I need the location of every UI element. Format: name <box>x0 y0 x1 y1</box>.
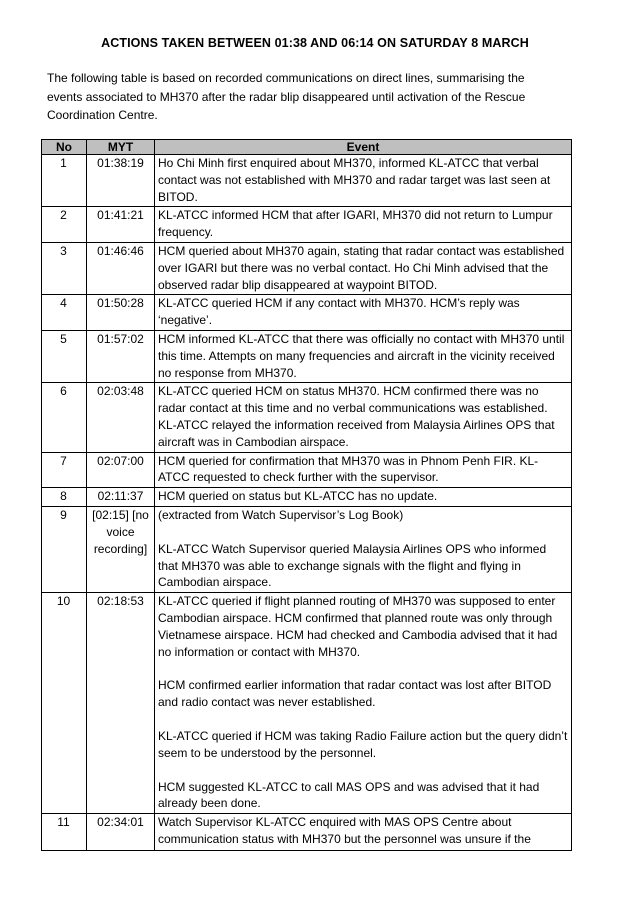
row-time: 02:03:48 <box>87 383 155 452</box>
table-row <box>42 593 572 814</box>
row-event <box>155 207 572 243</box>
row-time: 01:38:19 <box>87 155 155 207</box>
event-paragraph: KL-ATCC queried if HCM was taking Radio Failure action but the query didn’t seem to be understood by the personnel. <box>158 728 568 760</box>
row-event <box>155 383 572 452</box>
events-table <box>41 139 572 851</box>
event-paragraph: (extracted from Watch Supervisor’s Log Book) <box>158 507 404 522</box>
row-event <box>155 155 572 207</box>
page-title: ACTIONS TAKEN BETWEEN 01:38 AND 06:14 ON SATURDAY 8 MARCH <box>101 36 529 50</box>
event-paragraph: Ho Chi Minh first enquired about MH370, informed KL-ATCC that verbal contact was not established with MH370 and radar target was last seen at BITOD. <box>158 156 551 204</box>
row-number: 7 <box>42 452 87 488</box>
row-event <box>155 295 572 331</box>
row-event <box>155 506 572 592</box>
event-paragraph: HCM informed KL-ATCC that there was officially no contact with MH370 until this time. Attempts on many frequencies and aircraft in the vicinity received no response from MH370. <box>158 331 565 380</box>
intro-paragraph: The following table is based on recorded communications on direct lines, summarising the events associated to MH370 after the radar blip disappeared until activation of the Rescue Coordination Centre. <box>47 71 526 122</box>
table-row <box>42 207 572 243</box>
event-paragraph: HCM queried for confirmation that MH370 was in Phnom Penh FIR. KL-ATCC requested to check further with the supervisor. <box>158 453 539 485</box>
header-no: No <box>42 140 87 155</box>
table-row <box>42 506 572 592</box>
row-time: 01:57:02 <box>87 330 155 382</box>
event-paragraph: HCM confirmed earlier information that radar contact was lost after BITOD and radio contact was never established. <box>158 678 552 710</box>
table-row <box>42 295 572 331</box>
row-number: 2 <box>42 207 87 243</box>
table-row <box>42 242 572 294</box>
row-event <box>155 488 572 507</box>
table-row <box>42 488 572 507</box>
row-number: 11 <box>42 814 87 851</box>
row-number: 5 <box>42 330 87 382</box>
row-number: 10 <box>42 593 87 814</box>
table-row <box>42 330 572 382</box>
event-paragraph: KL-ATCC informed HCM that after IGARI, MH370 did not return to Lumpur frequency. <box>158 208 553 240</box>
event-paragraph: HCM suggested KL-ATCC to call MAS OPS and was advised that it had already been done. <box>158 779 540 811</box>
row-number: 9 <box>42 506 87 592</box>
row-time: 02:18:53 <box>87 593 155 814</box>
row-number: 1 <box>42 155 87 207</box>
table-row <box>42 155 572 207</box>
row-time: 01:50:28 <box>87 295 155 331</box>
header-event: Event <box>155 140 572 155</box>
table-row <box>42 452 572 488</box>
row-time: 01:41:21 <box>87 207 155 243</box>
row-time: 02:07:00 <box>87 452 155 488</box>
event-paragraph: KL-ATCC Watch Supervisor queried Malaysia Airlines OPS who informed that MH370 was able to exchange signals with the flight and flying in Cambodian airspace. <box>158 541 547 590</box>
table-row <box>42 383 572 452</box>
row-number: 8 <box>42 488 87 507</box>
row-number: 6 <box>42 383 87 452</box>
event-paragraph: HCM queried on status but KL-ATCC has no update. <box>158 489 438 504</box>
row-event <box>155 593 572 814</box>
table-row <box>42 814 572 851</box>
header-myt: MYT <box>87 140 155 155</box>
row-event <box>155 814 572 851</box>
row-time: [02:15] [no voice recording] <box>87 506 155 592</box>
row-number: 4 <box>42 295 87 331</box>
table-header-row <box>42 140 572 155</box>
row-time: 02:11:37 <box>87 488 155 507</box>
event-paragraph: KL-ATCC queried if flight planned routing of MH370 was supposed to enter Cambodian airspace. HCM confirmed that planned route was only through Vietnamese airspace. HCM had checked and Cambodia advised that it had no information or contact with MH370. <box>158 594 558 659</box>
row-time: 01:46:46 <box>87 242 155 294</box>
event-paragraph: KL-ATCC queried HCM if any contact with MH370. HCM’s reply was ‘negative’. <box>158 296 520 328</box>
event-paragraph: KL-ATCC queried HCM on status MH370. HCM confirmed there was no radar contact at this time and no verbal communications was established. KL-ATCC relayed the information received from Malaysia Airlines OPS that aircraft was in Cambodian airspace. <box>158 384 555 449</box>
event-paragraph: HCM queried about MH370 again, stating that radar contact was established over IGARI but there was no verbal contact. Ho Chi Minh advised that the observed radar blip disappeared at waypoint BITOD. <box>158 243 565 292</box>
row-time: 02:34:01 <box>87 814 155 851</box>
row-event <box>155 452 572 488</box>
row-event <box>155 242 572 294</box>
event-paragraph: Watch Supervisor KL-ATCC enquired with MAS OPS Centre about communication status with MH370 but the personnel was unsure if the <box>158 815 531 846</box>
row-event <box>155 330 572 382</box>
row-number: 3 <box>42 242 87 294</box>
